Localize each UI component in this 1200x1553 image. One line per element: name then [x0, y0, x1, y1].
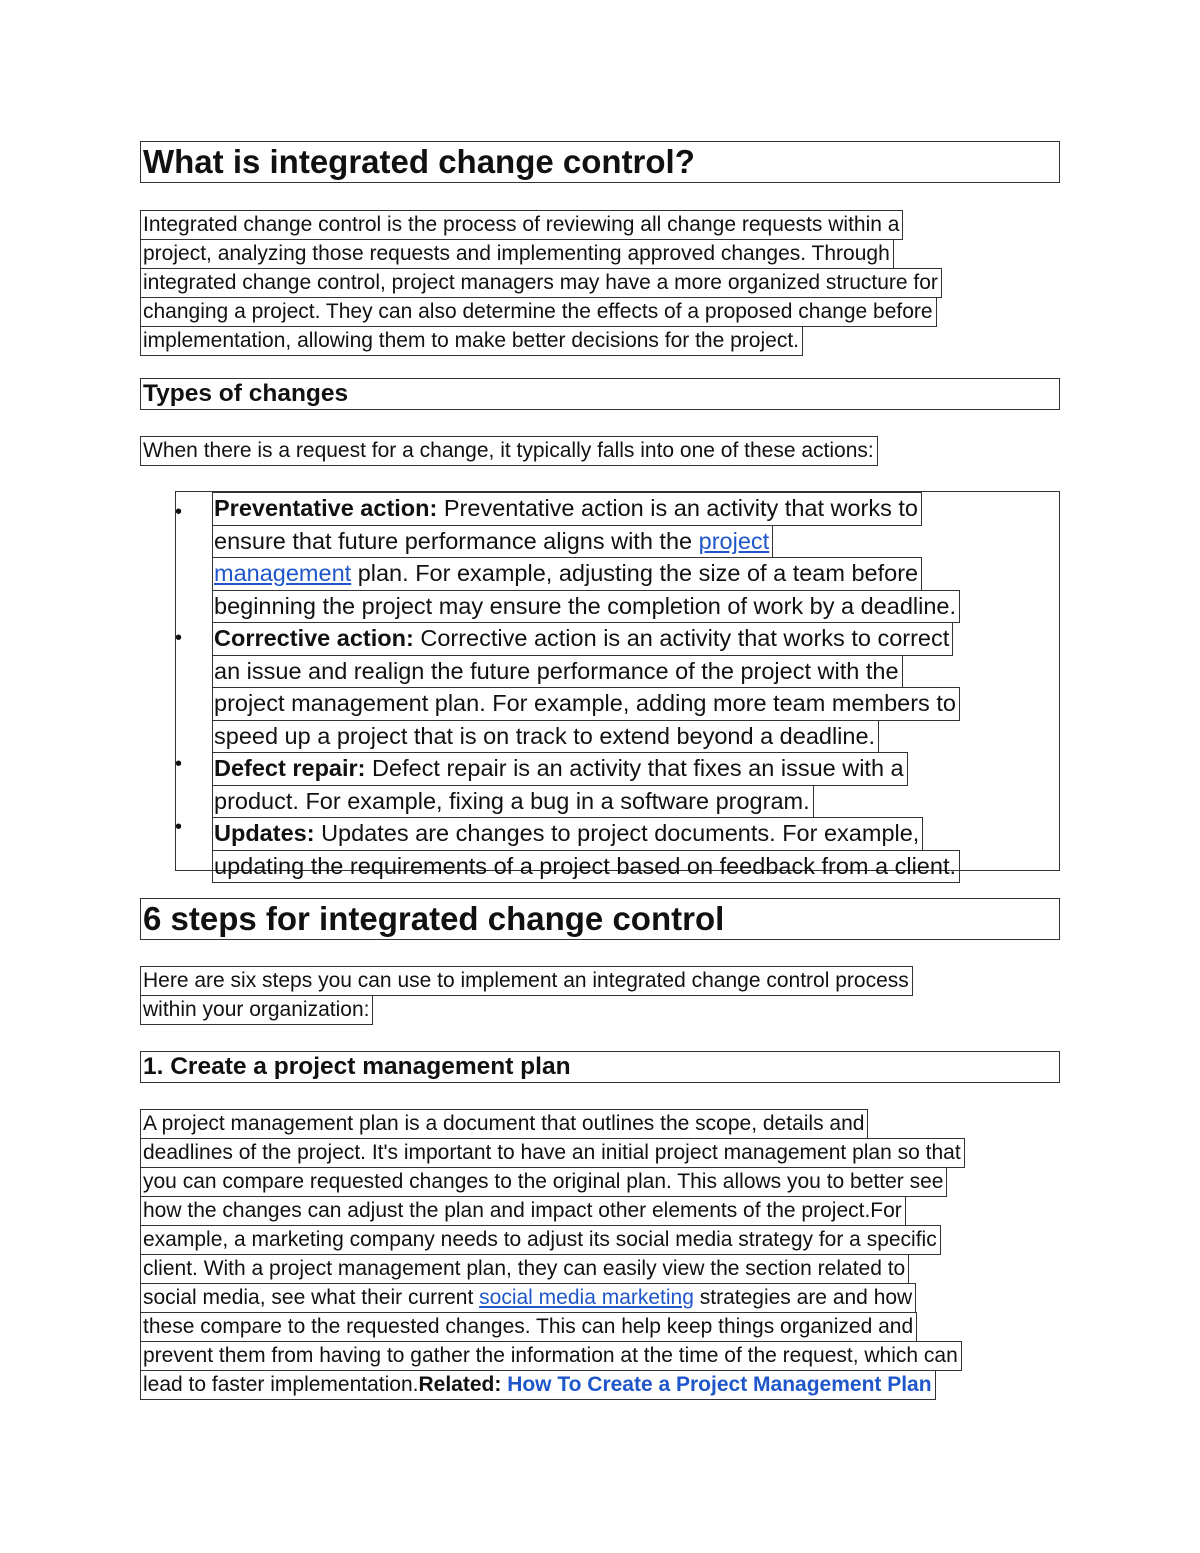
- list-item-line: [212, 525, 773, 559]
- bullet-icon: •: [175, 627, 183, 649]
- step-1-paragraph: [140, 1110, 965, 1400]
- list-item-line: project management plan. For example, adding more team members to: [212, 687, 960, 721]
- steps-intro-paragraph: [140, 967, 913, 1025]
- list-item-line: speed up a project that is on track to extend beyond a deadline.: [212, 720, 879, 754]
- text-line: you can compare requested changes to the original plan. This allows you to better see: [140, 1167, 947, 1197]
- text-line: these compare to the requested changes. This can help keep things organized and: [140, 1312, 917, 1342]
- item-label: Updates:: [214, 820, 315, 846]
- list-item-line: beginning the project may ensure the completion of work by a deadline.: [212, 590, 960, 624]
- list-item-line: updating the requirements of a project based on feedback from a client.: [212, 850, 960, 884]
- text-line: integrated change control, project managers may have a more organized structure for: [140, 268, 942, 298]
- bullet-icon: •: [175, 501, 183, 523]
- text-line: When there is a request for a change, it typically falls into one of these actions:: [140, 436, 878, 466]
- text-line: [140, 1283, 916, 1313]
- list-item-corrective-action: [212, 622, 953, 656]
- item-label: Corrective action:: [214, 625, 414, 651]
- heading-integrated-change-control: What is integrated change control?: [140, 141, 1060, 183]
- types-intro-paragraph: [140, 437, 878, 466]
- text-line: how the changes can adjust the plan and impact other elements of the project.For: [140, 1196, 906, 1226]
- item-label: Preventative action:: [214, 495, 438, 521]
- text-line: A project management plan is a document that outlines the scope, details and: [140, 1109, 868, 1139]
- list-item-line: an issue and realign the future performance of the project with the: [212, 655, 903, 689]
- project-management-link[interactable]: management: [214, 560, 352, 586]
- item-text: Corrective action is an activity that works to correct: [413, 625, 950, 651]
- change-types-items: [212, 493, 960, 883]
- list-item-updates: [212, 817, 923, 851]
- list-item-defect-repair: [212, 752, 908, 786]
- social-media-marketing-link[interactable]: social media marketing: [479, 1286, 694, 1309]
- item-label: Defect repair:: [214, 755, 366, 781]
- text-line: implementation, allowing them to make better decisions for the project.: [140, 326, 803, 356]
- text-line: changing a project. They can also determine the effects of a proposed change before: [140, 297, 937, 327]
- item-text: plan. For example, adjusting the size of a team before: [351, 560, 919, 586]
- heading-six-steps: 6 steps for integrated change control: [140, 898, 1060, 940]
- item-text: ensure that future performance aligns with the: [214, 527, 699, 554]
- text-line: Integrated change control is the process of reviewing all change requests within a: [140, 210, 903, 240]
- bullet-icon: •: [175, 816, 183, 838]
- item-text: Defect repair is an activity that fixes an issue with a: [365, 755, 904, 781]
- project-management-link[interactable]: project: [698, 527, 770, 554]
- text-line: [140, 1370, 936, 1400]
- text: strategies are and how: [693, 1286, 913, 1309]
- related-article-link[interactable]: How To Create a Project Management Plan: [507, 1373, 932, 1396]
- text-line: project, analyzing those requests and implementing approved changes. Through: [140, 239, 894, 269]
- text: lead to faster implementation.: [143, 1373, 419, 1396]
- bullet-icon: •: [175, 753, 183, 775]
- text-line: within your organization:: [140, 995, 373, 1025]
- list-item-line: product. For example, fixing a bug in a software program.: [212, 785, 814, 819]
- related-label: Related:: [418, 1373, 502, 1396]
- list-item-line: [212, 557, 922, 591]
- heading-step-1: 1. Create a project management plan: [140, 1051, 1060, 1083]
- heading-types-of-changes: Types of changes: [140, 378, 1060, 410]
- text-line: prevent them from having to gather the information at the time of the request, which can: [140, 1341, 962, 1371]
- text-line: deadlines of the project. It's important to have an initial project management plan so that: [140, 1138, 965, 1168]
- text-line: client. With a project management plan, they can easily view the section related to: [140, 1254, 909, 1284]
- text-line: Here are six steps you can use to implement an integrated change control process: [140, 966, 913, 996]
- intro-paragraph: [140, 211, 942, 356]
- item-text: Updates are changes to project documents. For example,: [314, 820, 920, 846]
- list-item-preventative-action: [212, 492, 922, 526]
- item-text: Preventative action is an activity that works to: [437, 495, 919, 521]
- text-line: example, a marketing company needs to adjust its social media strategy for a specific: [140, 1225, 941, 1255]
- text: social media, see what their current: [143, 1286, 480, 1309]
